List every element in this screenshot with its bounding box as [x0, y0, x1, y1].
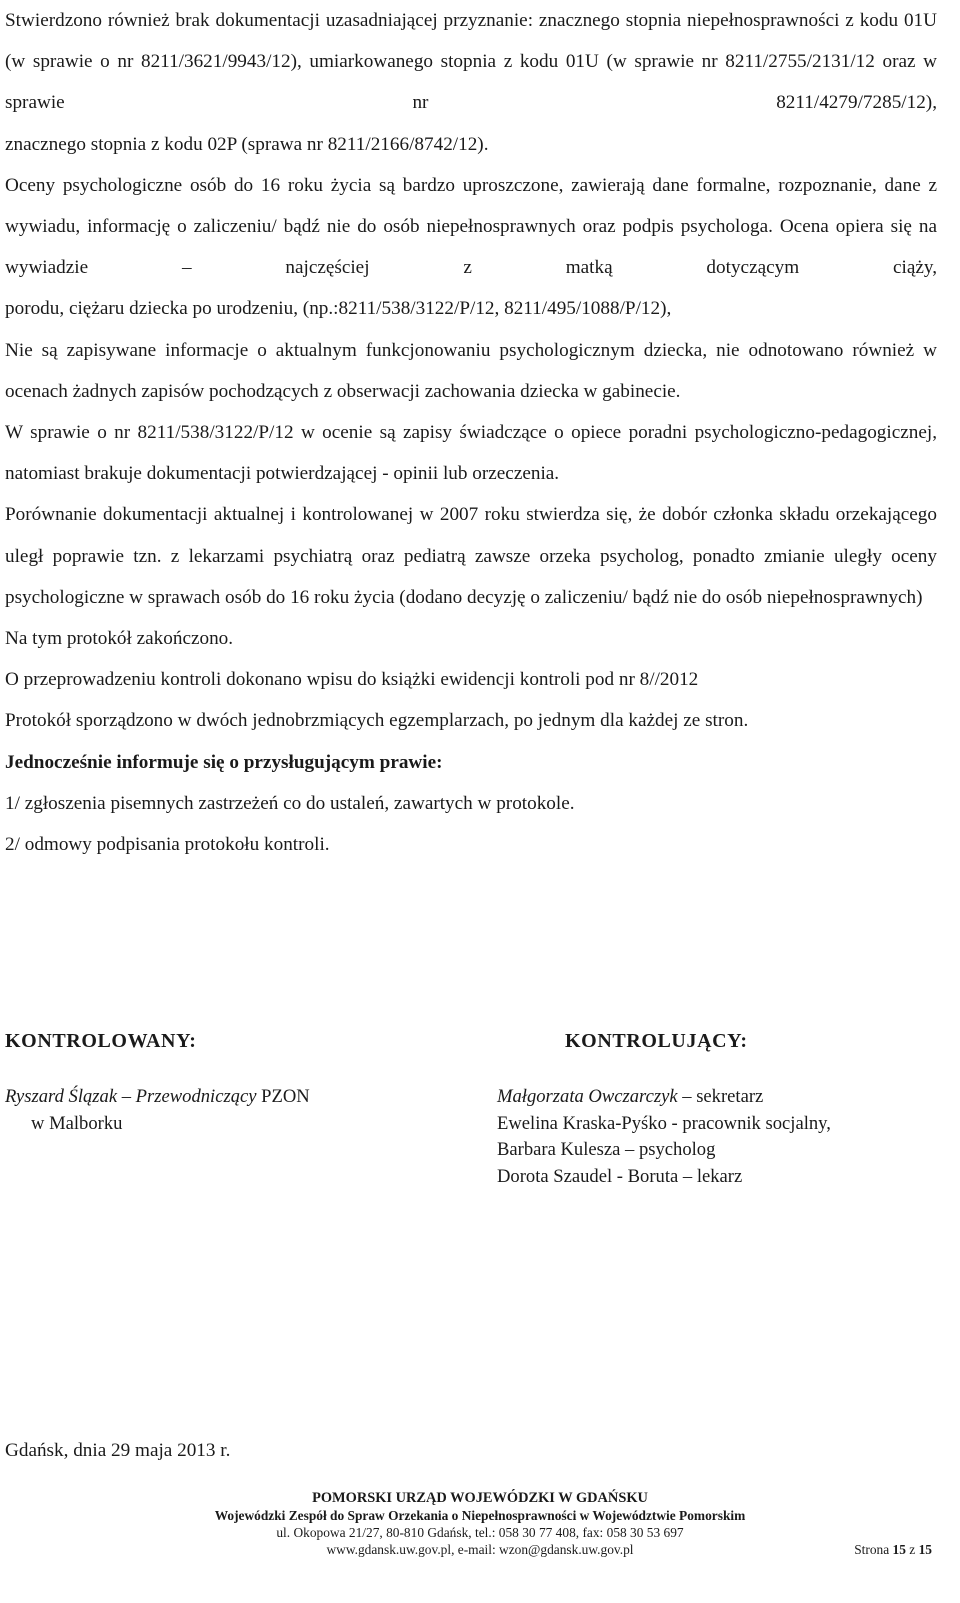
controlled-signatory-org: PZON — [261, 1086, 310, 1107]
rights-notice-item: 1/ zgłoszenia pisemnych zastrzeżeń co do ustaleń, zawartych w protokole. — [5, 792, 575, 814]
page-footer — [0, 1490, 960, 1558]
controlling-signatory-line: Dorota Szaudel - Boruta – lekarz — [497, 1165, 743, 1187]
controlled-signatory-name: Ryszard Ślązak – Przewodniczący — [5, 1086, 257, 1107]
paragraph-closing: Na tym protokół zakończono. — [5, 628, 234, 650]
paragraph-copies: Protokół sporządzono w dwóch jednobrzmiących egzemplarzach, po jednym dla każdej ze stron. — [5, 710, 749, 732]
page-of: z — [909, 1542, 916, 1557]
paragraph-missing-documentation-end: znacznego stopnia z kodu 02P (sprawa nr 8211/2166/8742/12). — [5, 133, 489, 155]
controlling-signatory-role: – sekretarz — [682, 1086, 764, 1107]
controlled-signatory — [5, 1084, 310, 1137]
page-number — [854, 1541, 932, 1558]
paragraph-psychological-assessments: Oceny psychologiczne osób do 16 roku życia są bardzo uproszczone, zawierają dane formalne, rozpoznanie, dane z wywiadu, informację o zaliczeniu/ bądź nie do osób niepełnosprawnych oraz podpis psychologa. Ocena opiera się na wywiadzie – najczęściej z matką dotyczącym ciąży, — [5, 174, 937, 279]
controlled-signatory-line — [5, 1084, 310, 1111]
page-label: Strona — [854, 1542, 890, 1557]
controlling-signatories — [497, 1084, 831, 1190]
controlling-signatory-line: Barbara Kulesza – psycholog — [497, 1139, 716, 1161]
paragraph-no-functioning-info: Nie są zapisywane informacje o aktualnym funkcjonowaniu psychologicznym dziecka, nie odnotowano również w ocenach żadnych zapisów pochodzących z obserwacji zachowania dziecka w gabinecie. — [5, 339, 937, 402]
paragraph-comparison-2007: Porównanie dokumentacji aktualnej i kontrolowanej w 2007 roku stwierdza się, że dobór członka składu orzekającego uległ poprawie tzn. z lekarzami psychiatrą oraz pediatrą zawsze orzeka psycholog, ponadto zmianie uległy oceny psychologiczne w sprawach osób do 16 roku życia (dodano decyzję o zaliczeniu/ bądź nie do osób niepełnosprawnych) — [5, 504, 937, 608]
paragraph-counseling-records: W sprawie o nr 8211/538/3122/P/12 w ocenie są zapisy świadczące o opiece poradni psychologiczno-pedagogicznej, natomiast brakuje dokumentacji potwierdzającej - opinii lub orzeczenia. — [5, 422, 937, 485]
paragraph-control-log-entry: O przeprowadzeniu kontroli dokonano wpisu do książki ewidencji kontroli pod nr 8//2012 — [5, 669, 699, 691]
page-total: 15 — [918, 1542, 932, 1557]
footer-contact: www.gdansk.uw.gov.pl, e-mail: wzon@gdansk.uw.gov.pl — [326, 1542, 634, 1557]
controlling-heading: KONTROLUJĄCY: — [565, 1030, 748, 1052]
rights-notice-heading: Jednocześnie informuje się o przysługującym prawie: — [5, 751, 443, 773]
paragraph-missing-documentation: Stwierdzono również brak dokumentacji uzasadniającej przyznanie: znacznego stopnia niepełnosprawności z kodu 01U (w sprawie o nr 8211/3621/9943/12), umiarkowanego stopnia z kodu 01U (w sprawie nr 8211/2755/2131/12 oraz w sprawie nr 8211/4279/7285/12), — [5, 10, 937, 114]
footer-contact-row — [0, 1541, 960, 1558]
protocol-body — [5, 0, 937, 865]
paragraph-psychological-assessments-end: porodu, ciężaru dziecka po urodzeniu, (np.:8211/538/3122/P/12, 8211/495/1088/P/12), — [5, 298, 672, 320]
controlling-signatory-name: Małgorzata Owczarczyk — [497, 1086, 678, 1107]
controlled-signatory-location: w Malborku — [31, 1112, 123, 1134]
controlling-signatory-line — [497, 1084, 831, 1111]
page-current: 15 — [892, 1542, 906, 1557]
footer-address: ul. Okopowa 21/27, 80-810 Gdańsk, tel.: 058 30 77 408, fax: 058 30 53 697 — [276, 1525, 684, 1540]
rights-notice-item: 2/ odmowy podpisania protokołu kontroli. — [5, 834, 330, 856]
controlling-signatory-line: Ewelina Kraska-Pyśko - pracownik socjalny, — [497, 1112, 831, 1134]
footer-team-name: Wojewódzki Zespół do Spraw Orzekania o Niepełnosprawności w Województwie Pomorskim — [214, 1508, 746, 1523]
place-and-date: Gdańsk, dnia 29 maja 2013 r. — [5, 1440, 231, 1461]
controlled-heading: KONTROLOWANY: — [5, 1030, 197, 1052]
footer-office-name: POMORSKI URZĄD WOJEWÓDZKI W GDAŃSKU — [312, 1490, 648, 1506]
